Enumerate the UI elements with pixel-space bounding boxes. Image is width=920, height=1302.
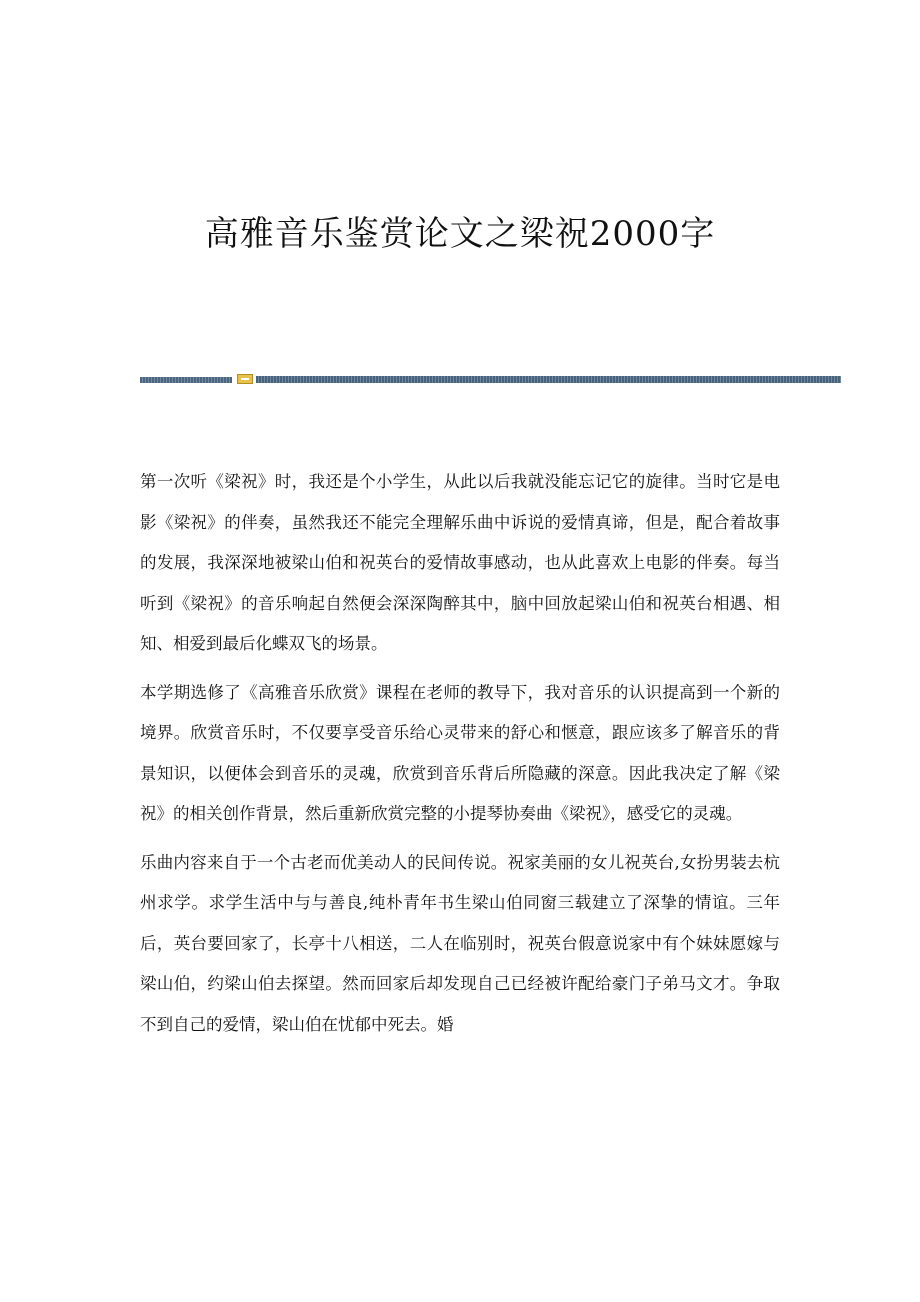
divider-ornament-icon <box>237 374 253 384</box>
divider-right-bar <box>256 376 841 383</box>
paragraph-1: 第一次听《梁祝》时，我还是个小学生，从此以后我就没能忘记它的旋律。当时它是电影《梁祝》的伴奏，虽然我还不能完全理解乐曲中诉说的爱情真谛，但是，配合着故事的发展，我深深地被梁山伯和祝英台的爱情故事感动，也从此喜欢上电影的伴奏。每当听到《梁祝》的音乐响起自然便会深深陶醉其中，脑中回放起梁山伯和祝英台相遇、相知、相爱到最后化蝶双飞的场景。 <box>140 472 780 653</box>
title-divider <box>140 375 841 384</box>
document-title: 高雅音乐鉴赏论文之梁祝2000字 <box>204 214 716 254</box>
divider-left-bar <box>140 377 232 383</box>
paragraph-2: 本学期选修了《高雅音乐欣赏》课程在老师的教导下，我对音乐的认识提高到一个新的境界。欣赏音乐时，不仅要享受音乐给心灵带来的舒心和惬意，跟应该多了解音乐的背景知识，以便体会到音乐的灵魂，欣赏到音乐背后所隐藏的深意。因此我决定了解《梁祝》的相关创作背景，然后重新欣赏完整的小提琴协奏曲《梁祝》，感受它的灵魂。 <box>140 682 780 823</box>
paragraph-3: 乐曲内容来自于一个古老而优美动人的民间传说。祝家美丽的女儿祝英台,女扮男装去杭州求学。求学生活中与与善良,纯朴青年书生梁山伯同窗三载建立了深挚的情谊。三年后，英台要回家了，长亭十八相送，二人在临别时，祝英台假意说家中有个妹妹愿嫁与梁山伯，约梁山伯去探望。然而回家后却发现自己已经被许配给豪门子弟马文才。争取不到自己的爱情，梁山伯在忧郁中死去。婚 <box>140 852 780 1034</box>
document-body <box>140 462 780 1053</box>
